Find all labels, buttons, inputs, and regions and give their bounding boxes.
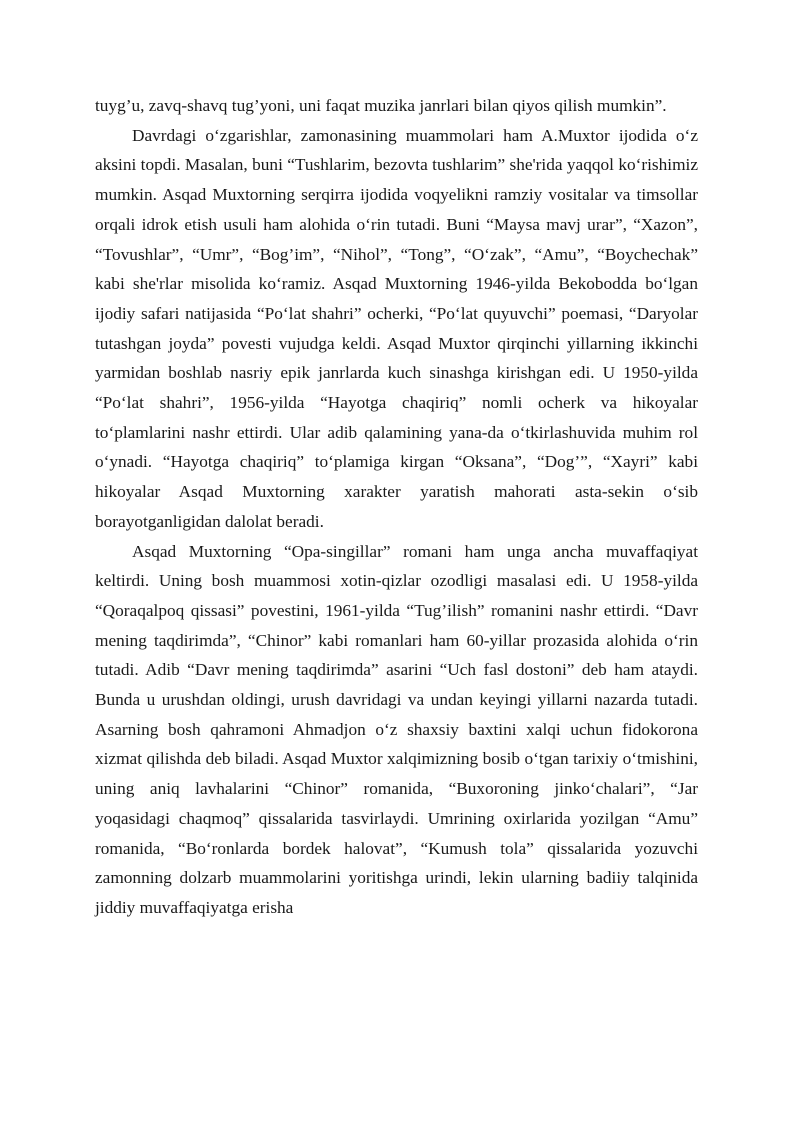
paragraph-ijod-overview: Davrdagi o‘zgarishlar, zamonasining muammolari ham A.Muxtor ijodida o‘z aksini topdi. Masalan, buni “Tushlarim, bezovta tushlarim” she'rida yaqqol ko‘rishimiz mumkin. Asqad Muxtorning serqirra ijodida voqyelikni ramziy vositalar va timsollar orqali idrok etish usuli ham alohida o‘rin tutadi. Buni “Maysa mavj urar”, “Xazon”, “Tovushlar”, “Umr”, “Bog’im”, “Nihol”, “Tong”, “O‘zak”, “Amu”, “Boychechak” kabi she'rlar misolida ko‘ramiz. Asqad Muxtorning 1946-yilda Bekobodda bo‘lgan ijodiy safari natijasida “Po‘lat shahri” ocherki, “Po‘lat quyuvchi” poemasi, “Daryolar tutashgan joyda” povesti vujudga keldi. Asqad Muxtor qirqinchi yillarning ikkinchi yarmidan boshlab nasriy epik janrlarda kuch sinashga kirishgan edi. U 1950-yilda “Po‘lat shahri”, 1956-yilda “Hayotga chaqiriq” nomli ocherk va hikoyalar to‘plamlarini nashr ettirdi. Ular adib qalamining yana-da o‘tkirlashuvida muhim rol o‘ynadi. “Hayotga chaqiriq” to‘plamiga kirgan “Oksana”, “Dog’”, “Xayri” kabi hikoyalar Asqad Muxtorning xarakter yaratish mahorati asta-sekin o‘sib borayotganligidan dalolat beradi. bbox=[95, 125, 698, 531]
paragraph-continuation: tuyg’u, zavq-shavq tug’yoni, uni faqat muzika janrlari bilan qiyos qilish mumkin”. bbox=[95, 96, 667, 115]
document-page bbox=[95, 91, 698, 923]
paragraph-novels: Asqad Muxtorning “Opa-singillar” romani ham unga ancha muvaffaqiyat keltirdi. Uning bosh muammosi xotin-qizlar ozodligi masalasi edi. U 1958-yilda “Qoraqalpoq qissasi” povestini, 1961-yilda “Tug’ilish” romanini nashr ettirdi. “Davr mening taqdirimda”, “Chinor” kabi romanlari ham 60-yillar prozasida alohida o‘rin tutadi. Adib “Davr mening taqdirimda” asarini “Uch fasl dostoni” deb ham ataydi. Bunda u urushdan oldingi, urush davridagi va undan keyingi yillarni nazarda tutadi. Asarning bosh qahramoni Ahmadjon o‘z shaxsiy baxtini xalqi uchun fidokorona xizmat qilishda deb biladi. Asqad Muxtor xalqimizning bosib o‘tgan tarixiy o‘tmishini, uning aniq lavhalarini “Chinor” romanida, “Buxoroning jinko‘chalari”, “Jar yoqasidagi chaqmoq” qissalarida tasvirlaydi. Umrining oxirlarida yozilgan “Amu” romanida, “Bo‘ronlarda bordek halovat”, “Kumush tola” qissalarida yozuvchi zamonning dolzarb muammolarini yoritishga urindi, lekin ularning badiiy talqinida jiddiy muvaffaqiyatga erisha bbox=[95, 541, 698, 917]
